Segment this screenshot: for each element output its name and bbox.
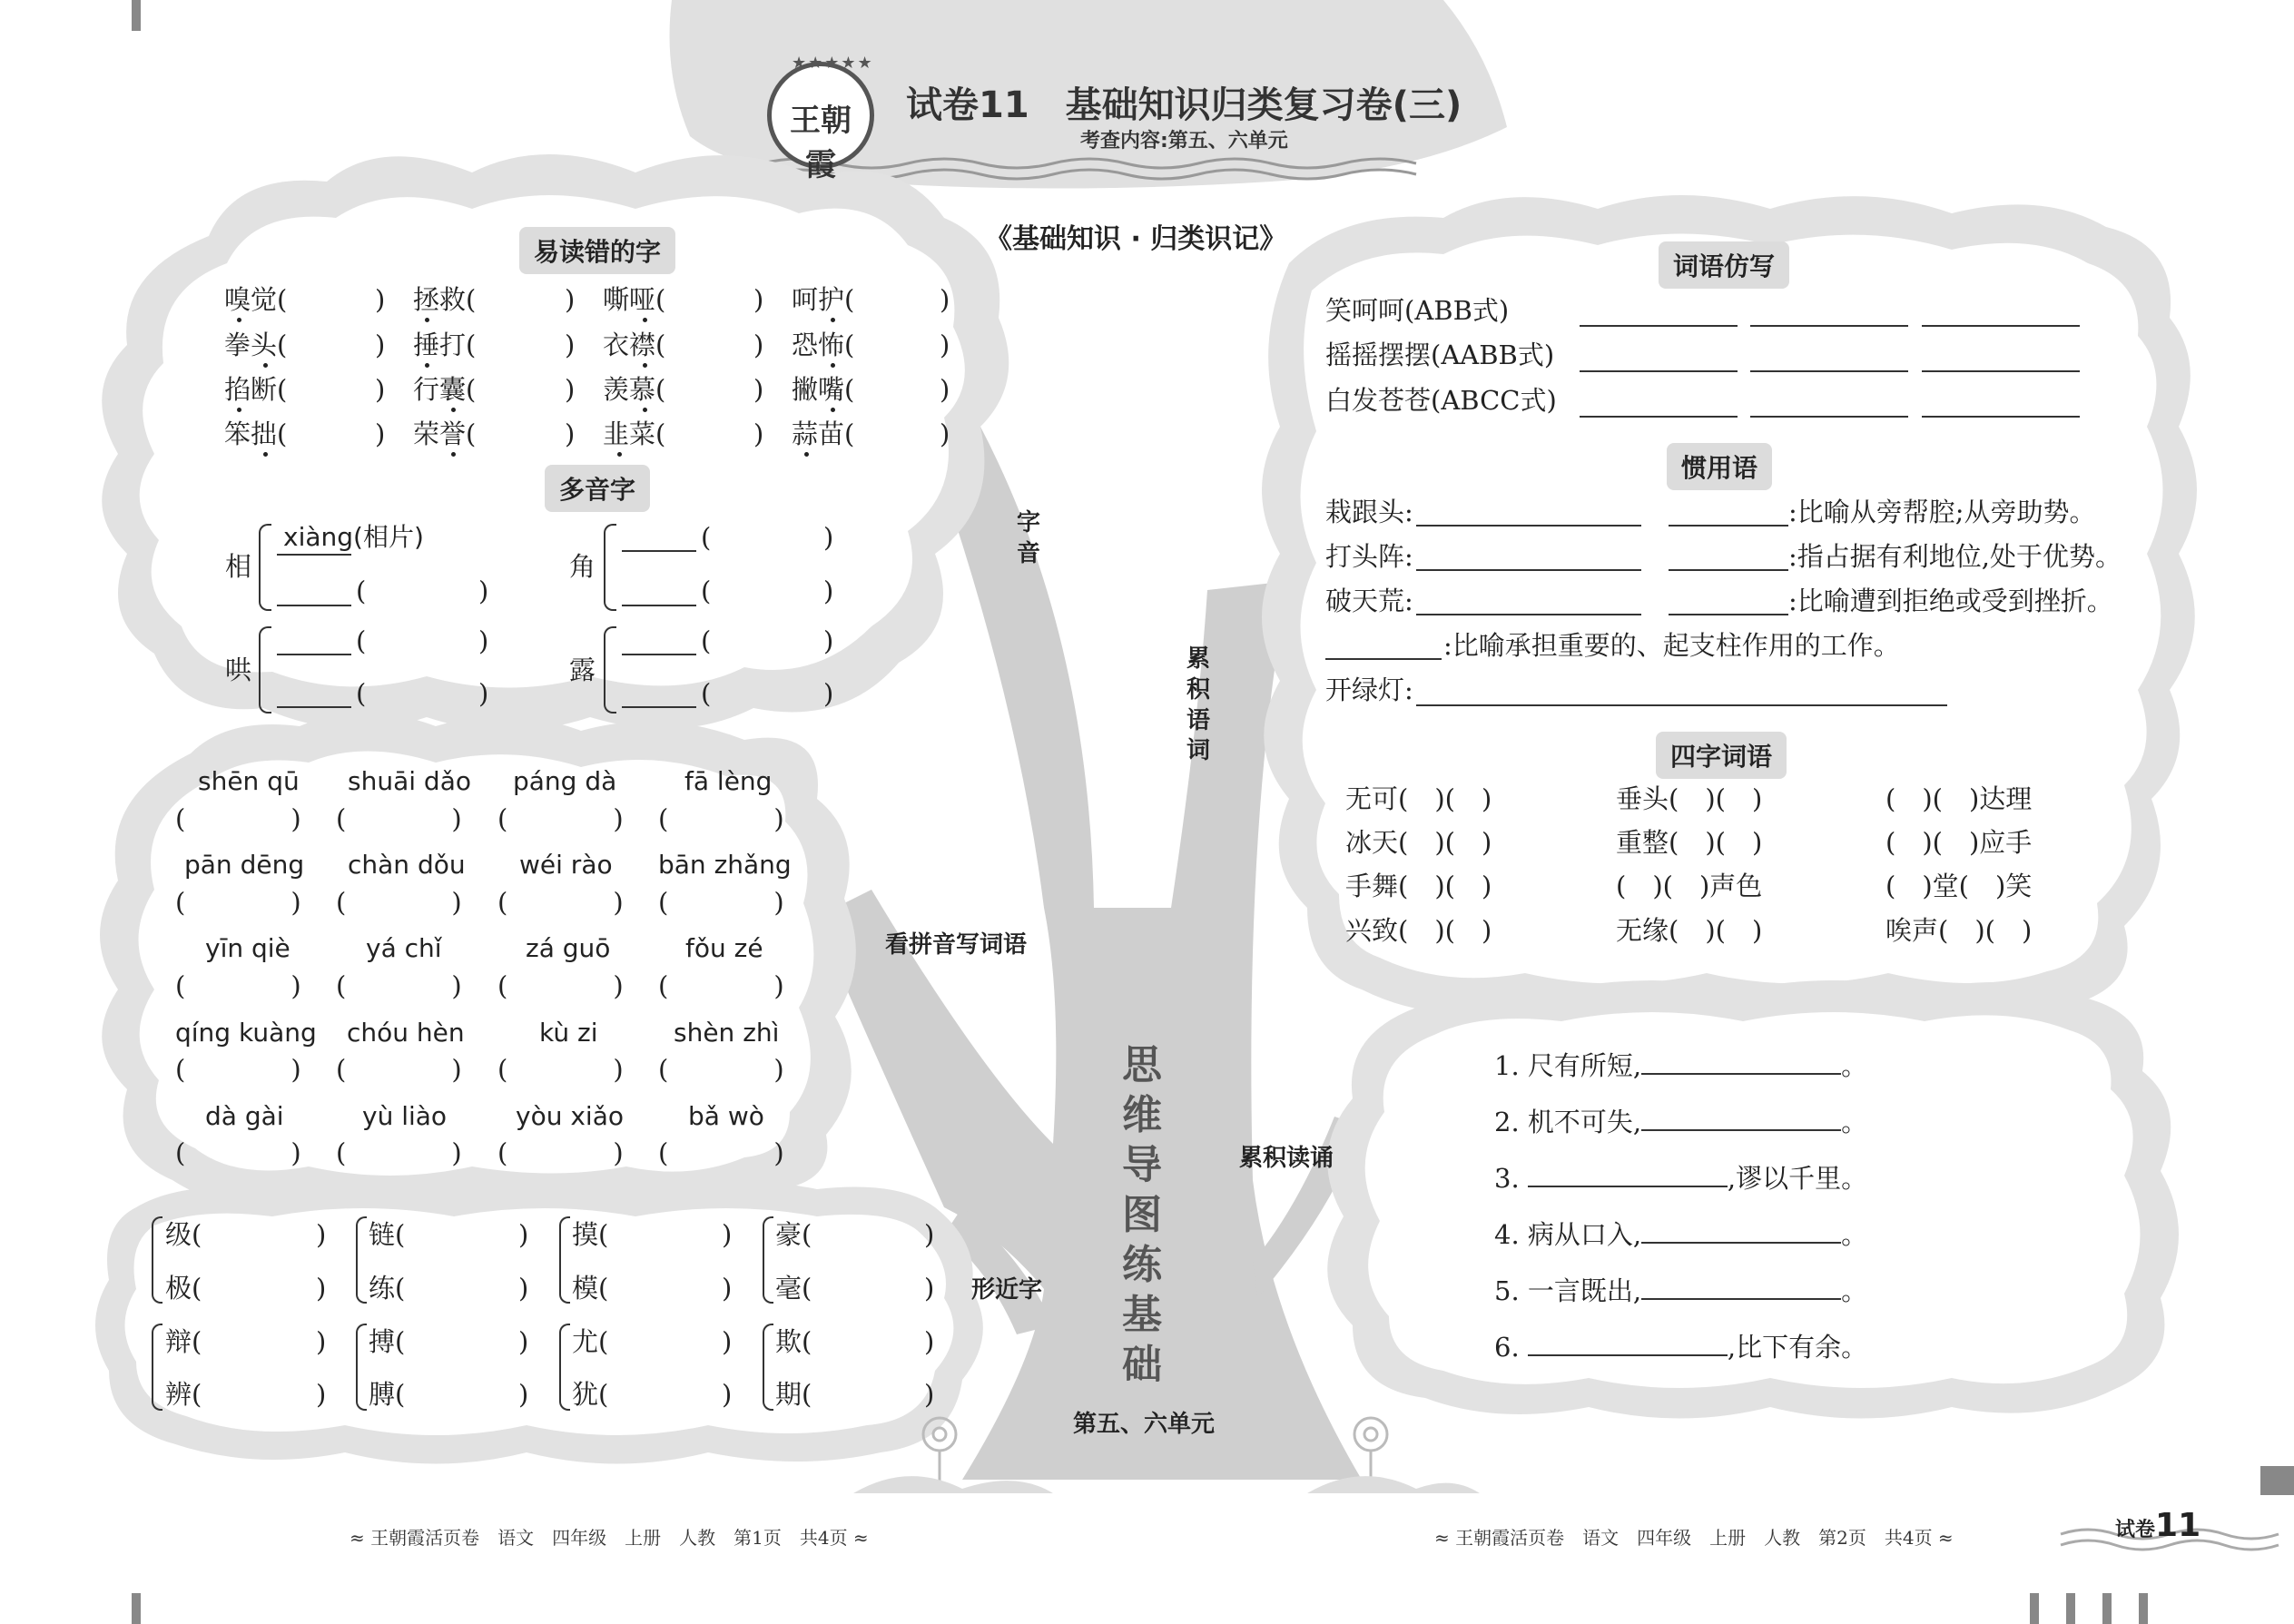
answer-blank[interactable]: ) bbox=[316, 1219, 327, 1250]
answer-blank[interactable]: ) bbox=[316, 1379, 327, 1410]
answer-blank[interactable]: ( ) bbox=[336, 887, 462, 918]
answer-blank[interactable]: ( ) bbox=[336, 803, 462, 834]
recite-item: 4. 病从口入, 。 bbox=[1494, 1219, 1868, 1250]
four-char-item[interactable]: 兴致( )( ) bbox=[1345, 915, 1492, 946]
answer-blank[interactable]: ) bbox=[753, 330, 764, 360]
answer-line[interactable] bbox=[1922, 325, 2080, 327]
polyphonic-example: xiàng(相片) bbox=[283, 522, 424, 552]
idiom-meaning: :指占据有利地位,处于优势。 bbox=[1788, 541, 2122, 572]
answer-blank[interactable]: ( ) bbox=[497, 887, 624, 918]
answer-line[interactable] bbox=[1641, 1051, 1841, 1075]
misread-word: 拯救( bbox=[413, 284, 477, 315]
page-subtitle: 考查内容:第五、六单元 bbox=[1080, 130, 1288, 153]
answer-line[interactable] bbox=[1750, 416, 1908, 418]
misread-word: 笨拙( bbox=[224, 418, 288, 449]
answer-line[interactable] bbox=[277, 706, 351, 708]
pinyin-word: fǒu zé bbox=[685, 933, 763, 963]
answer-blank[interactable]: ( ) bbox=[175, 803, 301, 834]
answer-blank[interactable]: ) bbox=[565, 374, 576, 405]
answer-line[interactable] bbox=[1750, 370, 1908, 372]
answer-blank[interactable]: ( ) bbox=[336, 970, 462, 1001]
four-char-label: 四字词语 bbox=[1656, 732, 1787, 779]
similar-char: 毫( bbox=[775, 1273, 812, 1304]
answer-line[interactable] bbox=[1750, 325, 1908, 327]
idiom-lead: 破天荒: bbox=[1325, 586, 1413, 616]
recite-item: 5. 一言既出, 。 bbox=[1494, 1275, 1868, 1306]
word-imitation-label: 词语仿写 bbox=[1659, 241, 1789, 289]
answer-blank[interactable]: ) bbox=[722, 1273, 733, 1304]
answer-blank[interactable]: ( ) bbox=[658, 970, 784, 1001]
branch-label-pinyin: 看拼音写词语 bbox=[885, 931, 1028, 959]
four-char-item[interactable]: 垂头( )( ) bbox=[1616, 783, 1763, 814]
four-char-item[interactable]: ( )( )应手 bbox=[1885, 827, 2033, 858]
answer-blank[interactable]: ( ) bbox=[336, 1137, 462, 1168]
easy-misread-label: 易读错的字 bbox=[519, 227, 675, 274]
four-char-item[interactable]: 无可( )( ) bbox=[1345, 783, 1492, 814]
answer-blank[interactable]: ) bbox=[518, 1379, 529, 1410]
idiom-lead: 开绿灯: bbox=[1325, 674, 1413, 705]
misread-word: 拳头( bbox=[224, 330, 288, 360]
misread-word: 掐断( bbox=[224, 374, 288, 405]
pinyin-word: bǎ wò bbox=[688, 1101, 764, 1131]
answer-line[interactable] bbox=[1580, 325, 1738, 327]
answer-blank[interactable]: ) bbox=[375, 418, 386, 449]
answer-line[interactable] bbox=[622, 706, 696, 708]
badge-label: 试卷 bbox=[2115, 1519, 2156, 1541]
similar-char: 级( bbox=[165, 1219, 202, 1250]
answer-blank[interactable]: ) bbox=[375, 330, 386, 360]
pinyin-word: wéi rào bbox=[519, 850, 613, 880]
similar-char: 辩( bbox=[165, 1326, 202, 1357]
footer-left: ≈ 王朝霞活页卷 语文 四年级 上册 人教 第1页 共4页 ≈ bbox=[350, 1527, 869, 1549]
similar-char: 模( bbox=[572, 1273, 609, 1304]
answer-blank[interactable]: ( ) bbox=[658, 1137, 784, 1168]
answer-blank[interactable]: ( ) bbox=[497, 970, 624, 1001]
idioms-label: 惯用语 bbox=[1667, 443, 1772, 490]
imitation-item: 笑呵呵(ABB式) bbox=[1325, 295, 1510, 326]
pinyin-word: yīn qiè bbox=[205, 933, 290, 963]
pinyin-word: kù zi bbox=[539, 1018, 598, 1048]
misread-word: 韭菜( bbox=[603, 418, 666, 449]
misread-word: 羡慕( bbox=[603, 374, 666, 405]
misread-word: 嘶哑( bbox=[603, 284, 666, 315]
answer-line[interactable] bbox=[277, 654, 351, 655]
answer-blank[interactable]: ) bbox=[518, 1326, 529, 1357]
four-char-item[interactable]: ( )堂( )笑 bbox=[1885, 871, 2033, 901]
similar-char: 尤( bbox=[572, 1326, 609, 1357]
pinyin-word: zá guō bbox=[526, 933, 611, 963]
polyphonic-char: 相 bbox=[225, 551, 252, 582]
pinyin-word: páng dà bbox=[513, 766, 617, 796]
badge-number: 11 bbox=[2155, 1507, 2201, 1544]
answer-blank[interactable]: ) bbox=[722, 1219, 733, 1250]
similar-char: 链( bbox=[369, 1219, 406, 1250]
answer-blank[interactable]: ( ) bbox=[175, 887, 301, 918]
recite-item: 6. ,比下有余。 bbox=[1494, 1332, 1868, 1363]
page-badge bbox=[2115, 1507, 2200, 1544]
answer-blank[interactable]: ( ) bbox=[497, 1054, 624, 1085]
pinyin-word: yòu xiǎo bbox=[516, 1101, 624, 1131]
answer-blank[interactable]: ) bbox=[924, 1273, 935, 1304]
answer-blank[interactable]: ( ) bbox=[658, 887, 784, 918]
answer-line[interactable] bbox=[622, 550, 696, 552]
answer-line[interactable] bbox=[622, 605, 696, 606]
answer-line[interactable] bbox=[1580, 370, 1738, 372]
answer-blank[interactable]: ) bbox=[316, 1326, 327, 1357]
misread-word: 撇嘴( bbox=[792, 374, 855, 405]
recite-item: 1. 尺有所短, 。 bbox=[1494, 1050, 1868, 1081]
answer-blank[interactable]: ) bbox=[375, 284, 386, 315]
answer-blank[interactable]: ) bbox=[722, 1379, 733, 1410]
trunk-title: 思维导图练基础 bbox=[1122, 1042, 1162, 1388]
answer-blank[interactable]: ) bbox=[316, 1273, 327, 1304]
polyphonic-char: 露 bbox=[569, 655, 596, 685]
similar-char: 犹( bbox=[572, 1379, 609, 1410]
answer-line[interactable] bbox=[1641, 1220, 1841, 1244]
answer-line[interactable] bbox=[1922, 370, 2080, 372]
answer-blank[interactable]: ) bbox=[722, 1326, 733, 1357]
polyphonic-char: 角 bbox=[569, 551, 596, 582]
imitation-item: 摇摇摆摆(AABB式) bbox=[1325, 340, 1555, 370]
pinyin-word: shēn qū bbox=[198, 766, 300, 796]
pinyin-word: pān dēng bbox=[184, 850, 305, 880]
answer-line[interactable] bbox=[1641, 1276, 1841, 1300]
logo-text: 王朝霞 bbox=[790, 103, 852, 183]
misread-word: 嗅觉( bbox=[224, 284, 288, 315]
answer-blank[interactable]: ( ) bbox=[497, 1137, 624, 1168]
answer-blank[interactable]: ) bbox=[753, 284, 764, 315]
answer-blank[interactable]: ( ) bbox=[175, 970, 301, 1001]
logo-stars: ★★★★★ bbox=[792, 54, 874, 73]
page-title: 试卷11 基础知识归类复习卷(三) bbox=[906, 84, 1462, 126]
answer-line[interactable] bbox=[1641, 1107, 1841, 1131]
answer-blank[interactable]: ) bbox=[518, 1273, 529, 1304]
four-char-item[interactable]: 手舞( )( ) bbox=[1345, 871, 1492, 901]
answer-line[interactable] bbox=[1669, 525, 1788, 527]
four-char-item[interactable]: 重整( )( ) bbox=[1616, 827, 1763, 858]
pinyin-word: yù liào bbox=[362, 1101, 448, 1131]
branch-label-accumulate: 累积语词 bbox=[1186, 645, 1210, 765]
idiom-meaning: :比喻承担重要的、起支柱作用的工作。 bbox=[1443, 630, 1900, 661]
similar-char: 摸( bbox=[572, 1219, 609, 1250]
logo-badge bbox=[767, 54, 874, 183]
answer-blank[interactable]: ) bbox=[940, 330, 950, 360]
similar-char: 极( bbox=[165, 1273, 202, 1304]
answer-line[interactable] bbox=[1580, 416, 1738, 418]
answer-line[interactable] bbox=[1922, 416, 2080, 418]
answer-blank[interactable]: ) bbox=[924, 1379, 935, 1410]
pinyin-word: dà gài bbox=[205, 1101, 284, 1131]
answer-blank[interactable]: ) bbox=[753, 374, 764, 405]
misread-word: 恐怖( bbox=[792, 330, 855, 360]
similar-char: 欺( bbox=[775, 1326, 812, 1357]
branch-label-pronunciation: 字音 bbox=[1016, 509, 1040, 567]
pinyin-word: chóu hèn bbox=[347, 1018, 465, 1048]
answer-line[interactable] bbox=[1528, 1333, 1728, 1356]
recite-item: 3. ,谬以千里。 bbox=[1494, 1163, 1868, 1194]
imitation-item: 白发苍苍(ABCC式) bbox=[1325, 385, 1557, 416]
pinyin-word: chàn dǒu bbox=[348, 850, 466, 880]
answer-blank[interactable]: ( ) bbox=[658, 1054, 784, 1085]
answer-blank[interactable]: ) bbox=[565, 418, 576, 449]
section-banner: 《基础知识 · 归类识记》 bbox=[985, 223, 1287, 255]
similar-char: 期( bbox=[775, 1379, 812, 1410]
misread-word: 蒜苗( bbox=[792, 418, 855, 449]
polyphonic-label: 多音字 bbox=[545, 465, 650, 512]
misread-word: 行囊( bbox=[413, 374, 477, 405]
answer-blank[interactable]: ) bbox=[924, 1219, 935, 1250]
branch-label-similar: 形近字 bbox=[971, 1276, 1043, 1304]
answer-blank[interactable]: ( ) bbox=[175, 1137, 301, 1168]
answer-blank[interactable]: ) bbox=[518, 1219, 529, 1250]
idiom-lead: 打头阵: bbox=[1325, 541, 1413, 572]
misread-word: 衣襟( bbox=[603, 330, 666, 360]
footer-right: ≈ 王朝霞活页卷 语文 四年级 上册 人教 第2页 共4页 ≈ bbox=[1434, 1527, 1954, 1549]
answer-line[interactable] bbox=[622, 654, 696, 655]
four-char-item[interactable]: 冰天( )( ) bbox=[1345, 827, 1492, 858]
branch-label-recite: 累积读诵 bbox=[1239, 1145, 1334, 1172]
misread-word: 呵护( bbox=[792, 284, 855, 315]
answer-line[interactable] bbox=[1669, 569, 1788, 571]
answer-line[interactable] bbox=[1416, 569, 1641, 571]
answer-blank[interactable]: ) bbox=[565, 330, 576, 360]
similar-char: 膊( bbox=[369, 1379, 406, 1410]
answer-blank[interactable]: ( ) bbox=[658, 803, 784, 834]
answer-line[interactable] bbox=[1416, 525, 1641, 527]
answer-blank[interactable]: ( ) bbox=[336, 1054, 462, 1085]
pinyin-word: shèn zhì bbox=[674, 1018, 780, 1048]
similar-char: 搏( bbox=[369, 1326, 406, 1357]
similar-char: 豪( bbox=[775, 1219, 812, 1250]
answer-blank[interactable]: ) bbox=[753, 418, 764, 449]
trunk-subtitle: 第五、六单元 bbox=[1073, 1411, 1216, 1438]
answer-blank[interactable]: ) bbox=[940, 418, 950, 449]
answer-line[interactable] bbox=[1416, 614, 1641, 615]
recite-item: 2. 机不可失, 。 bbox=[1494, 1107, 1868, 1137]
answer-blank[interactable]: ) bbox=[565, 284, 576, 315]
pinyin-word: bān zhǎng bbox=[658, 850, 792, 880]
similar-char: 辨( bbox=[165, 1379, 202, 1410]
answer-line[interactable] bbox=[1669, 614, 1788, 615]
four-char-item[interactable]: ( )( )声色 bbox=[1616, 871, 1763, 901]
answer-line[interactable] bbox=[1416, 704, 1947, 706]
pinyin-word: fā lèng bbox=[684, 766, 773, 796]
misread-word: 捶打( bbox=[413, 330, 477, 360]
four-char-item[interactable]: 无缘( )( ) bbox=[1616, 915, 1763, 946]
polyphonic-char: 哄 bbox=[225, 655, 252, 685]
similar-char: 练( bbox=[369, 1273, 406, 1304]
answer-blank[interactable]: ( ) bbox=[497, 803, 624, 834]
pinyin-word: shuāi dǎo bbox=[348, 766, 471, 796]
four-char-item[interactable]: 唉声( )( ) bbox=[1885, 915, 2033, 946]
misread-word: 荣誉( bbox=[413, 418, 477, 449]
answer-blank[interactable]: ) bbox=[375, 374, 386, 405]
answer-blank[interactable]: ( ) bbox=[175, 1054, 301, 1085]
idiom-lead: 栽跟头: bbox=[1325, 497, 1413, 527]
pinyin-word: yá chǐ bbox=[366, 933, 442, 963]
answer-blank[interactable]: ) bbox=[924, 1326, 935, 1357]
answer-blank[interactable]: ) bbox=[940, 284, 950, 315]
pinyin-word: qíng kuàng bbox=[175, 1018, 317, 1048]
answer-line[interactable] bbox=[1325, 658, 1442, 660]
four-char-item[interactable]: ( )( )达理 bbox=[1885, 783, 2033, 814]
idiom-meaning: :比喻从旁帮腔;从旁助势。 bbox=[1788, 497, 2096, 527]
idiom-meaning: :比喻遭到拒绝或受到挫折。 bbox=[1788, 586, 2113, 616]
answer-line[interactable] bbox=[277, 605, 351, 606]
answer-blank[interactable]: ) bbox=[940, 374, 950, 405]
answer-line[interactable] bbox=[1528, 1164, 1728, 1187]
